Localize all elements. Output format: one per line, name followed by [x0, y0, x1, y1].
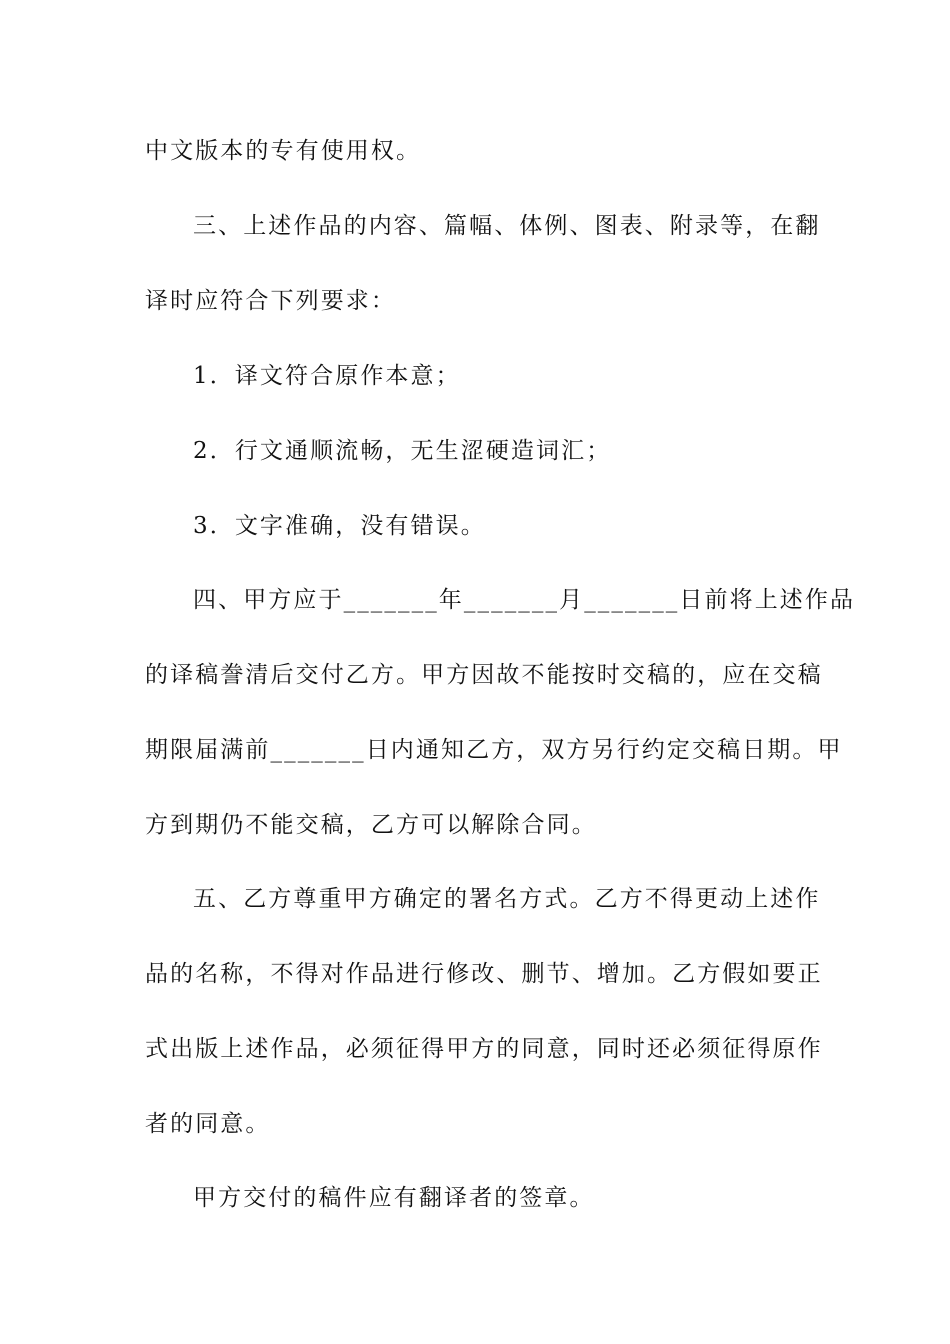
list-item: 2．行文通顺流畅，无生涩硬造词汇； [193, 438, 612, 464]
clause-5-heading: 五、乙方尊重甲方确定的署名方式。乙方不得更动上述作 [193, 886, 821, 912]
list-item: 3．文字准确，没有错误。 [193, 513, 486, 539]
text-line: 品的名称，不得对作品进行修改、删节、增加。乙方假如要正 [145, 961, 823, 987]
text-line: 方到期仍不能交稿，乙方可以解除合同。 [145, 812, 597, 838]
clause-4-heading: 四、甲方应于_______年_______月_______日前将上述作品 [193, 587, 856, 613]
list-item: 1．译文符合原作本意； [193, 363, 461, 389]
clause-3-heading: 三、上述作品的内容、篇幅、体例、图表、附录等，在翻 [193, 213, 821, 239]
text-line: 期限届满前_______日内通知乙方，双方另行约定交稿日期。甲 [145, 737, 843, 763]
text-line: 甲方交付的稿件应有翻译者的签章。 [193, 1185, 595, 1211]
text-line: 的译稿誊清后交付乙方。甲方因故不能按时交稿的，应在交稿 [145, 662, 823, 688]
text-line: 式出版上述作品，必须征得甲方的同意，同时还必须征得原作 [145, 1036, 823, 1062]
text-line: 中文版本的专有使用权。 [145, 138, 422, 164]
text-line: 者的同意。 [145, 1111, 271, 1137]
text-line: 译时应符合下列要求： [145, 288, 396, 314]
